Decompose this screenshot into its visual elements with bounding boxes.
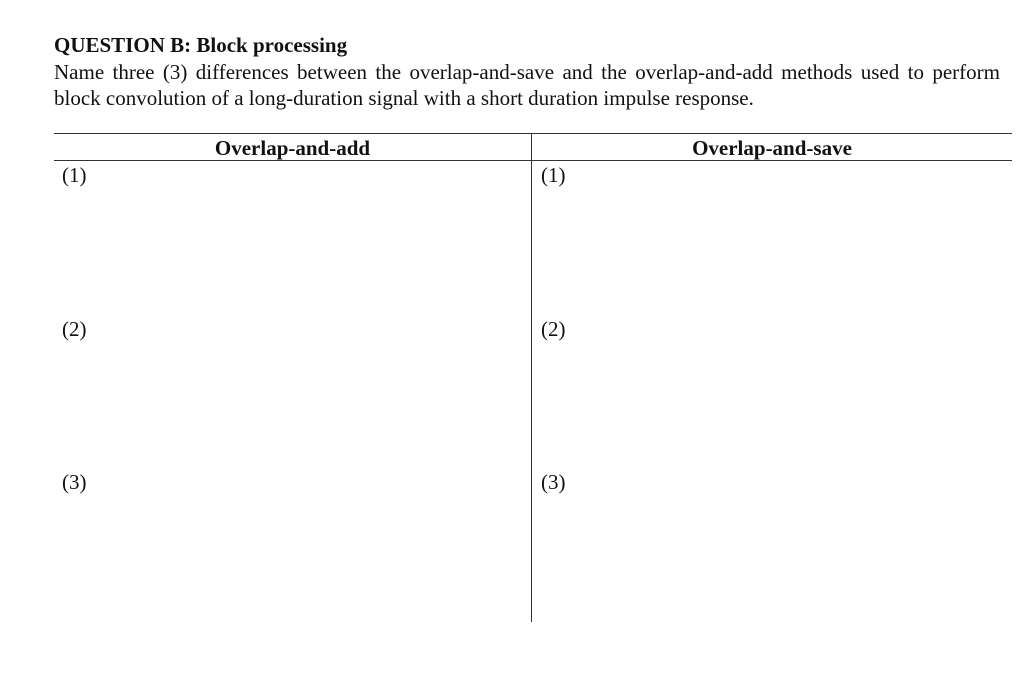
overlap-add-answer-1[interactable]	[54, 161, 531, 311]
overlap-add-item-1-label: (1)	[62, 163, 87, 187]
overlap-save-answer-2[interactable]	[532, 313, 1012, 465]
overlap-save-item-3-label: (3)	[541, 470, 566, 494]
overlap-add-answer-3[interactable]	[54, 467, 531, 622]
overlap-add-item-2-label: (2)	[62, 317, 87, 341]
question-prompt: Name three (3) differences between the overlap-and-save and the overlap-and-add methods used to perform block convolution of a long-duration signal with a short duration impulse response.	[54, 60, 1000, 110]
question-heading: QUESTION B: Block processing	[54, 33, 348, 57]
column-header-overlap-save: Overlap-and-save	[692, 136, 852, 160]
overlap-add-item-3-label: (3)	[62, 470, 87, 494]
answer-table	[54, 133, 1012, 622]
overlap-save-answer-1[interactable]	[532, 161, 1012, 311]
overlap-save-item-1-label: (1)	[541, 163, 566, 187]
overlap-save-answer-3[interactable]	[532, 467, 1012, 622]
column-header-overlap-add: Overlap-and-add	[214, 136, 371, 160]
table-top-rule	[54, 133, 1012, 134]
overlap-save-item-2-label: (2)	[541, 317, 566, 341]
overlap-add-answer-2[interactable]	[54, 313, 531, 465]
